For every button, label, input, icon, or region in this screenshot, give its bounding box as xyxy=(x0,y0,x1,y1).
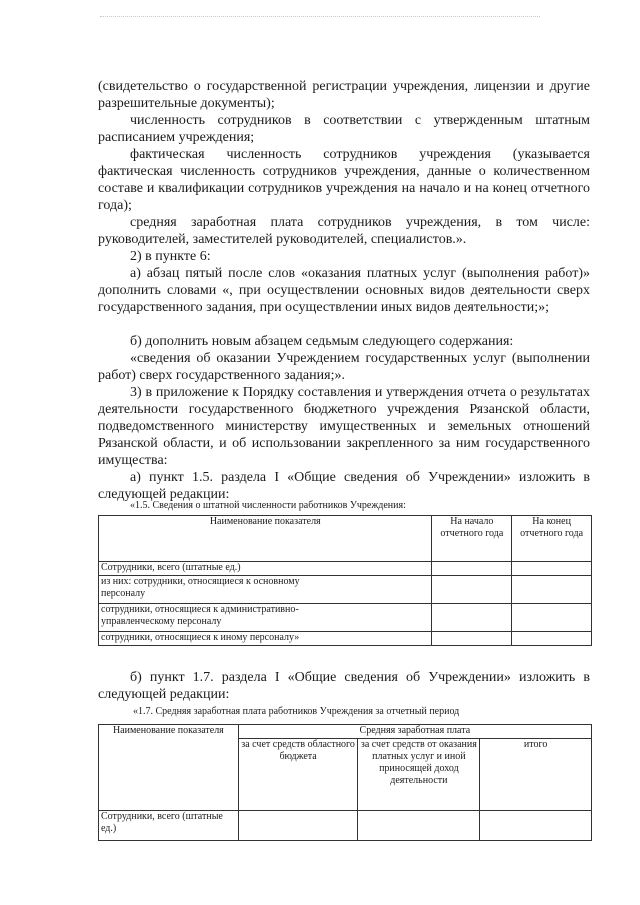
paragraph-item-3: 3) в приложение к Порядку составления и утверждения отчета о результатах деятельности государственного бюджетного учреждения Рязанской области, подведомственного министерству имущественных и земельных отношений Рязанской области, и об использовании закрепленного за ним государственного имущества: xyxy=(98,385,590,468)
cell-end xyxy=(512,604,592,632)
row-label xyxy=(99,576,432,604)
row-label: Сотрудники, всего (штатные ед.) xyxy=(99,811,239,841)
table-header-row xyxy=(99,516,592,562)
cell-total xyxy=(480,811,592,841)
paragraph-average-salary: средняя заработная плата сотрудников учреждения, в том числе: руководителей, заместителей руководителей, специалистов.». xyxy=(98,215,590,247)
header-indicator-name: Наименование показателя xyxy=(99,725,239,811)
paragraph-item-6a: а) абзац пятый после слов «оказания платных услуг (выполнения работ)» дополнить словами «, при осуществлении основных видов деятельности сверх государственного задания, при осуществлении иных видов деятельности;»; xyxy=(98,266,590,315)
header-indicator-name: Наименование показателя xyxy=(99,516,432,562)
table2-caption: «1.7. Средняя заработная плата работников Учреждения за отчетный период xyxy=(133,706,460,717)
cell-start xyxy=(432,632,512,646)
row-label-text: сотрудники, относящиеся к административно-управленческому персоналу xyxy=(101,604,299,627)
paragraph-actual-staff: фактическая численность сотрудников учреждения (указывается фактическая численность сотрудников учреждения, данные о количественном составе и квалификации сотрудников учреждения на начало и на конец отчетного года); xyxy=(98,147,590,213)
table-header-row xyxy=(99,725,592,739)
cell-end xyxy=(512,632,592,646)
table-row xyxy=(99,576,592,604)
cell-budget xyxy=(238,811,358,841)
table-row xyxy=(99,632,592,646)
cell-start xyxy=(432,562,512,576)
header-paid-services: за счет средств от оказания платных услуг и иной приносящей доход деятельности xyxy=(358,739,480,811)
paragraph-new-seventh: «сведения об оказании Учреждением государственных услуг (выполнении работ) сверх государственного задания;». xyxy=(98,351,590,383)
table-row xyxy=(99,604,592,632)
paragraph-item-3a: а) пункт 1.5. раздела I «Общие сведения об Учреждении» изложить в следующей редакции: xyxy=(98,470,590,502)
cell-end xyxy=(512,562,592,576)
cell-end xyxy=(512,576,592,604)
table1-caption: «1.5. Сведения о штатной численности работников Учреждения: xyxy=(130,500,406,511)
paragraph-item-6b: б) дополнить новым абзацем седьмым следующего содержания: xyxy=(130,334,514,349)
header-total: итого xyxy=(480,739,592,811)
salary-table xyxy=(98,724,592,841)
cell-start xyxy=(432,604,512,632)
row-label: сотрудники, относящиеся к иному персоналу» xyxy=(99,632,432,646)
cell-paid xyxy=(358,811,480,841)
row-label: Сотрудники, всего (штатные ед.) xyxy=(99,562,432,576)
header-average-salary: Средняя заработная плата xyxy=(238,725,591,739)
header-regional-budget: за счет средств областного бюджета xyxy=(238,739,358,811)
staff-table xyxy=(98,515,592,646)
table-row xyxy=(99,811,592,841)
header-end-of-year: На конец отчетного года xyxy=(512,516,592,562)
table-row xyxy=(99,562,592,576)
cell-start xyxy=(432,576,512,604)
paragraph-item-6: 2) в пункте 6: xyxy=(130,249,211,264)
row-label-text: из них: сотрудники, относящиеся к основному персоналу xyxy=(101,576,300,599)
scan-artifact-line xyxy=(100,16,540,20)
paragraph-item-3b: б) пункт 1.7. раздела I «Общие сведения об Учреждении» изложить в следующей редакции: xyxy=(98,670,590,702)
header-start-of-year: На начало отчетного года xyxy=(432,516,512,562)
paragraph-registration-docs: (свидетельство о государственной регистрации учреждения, лицензии и другие разрешительные документы); xyxy=(98,79,590,111)
row-label xyxy=(99,604,432,632)
paragraph-staff-number: численность сотрудников в соответствии с утвержденным штатным расписанием учреждения; xyxy=(98,113,590,145)
